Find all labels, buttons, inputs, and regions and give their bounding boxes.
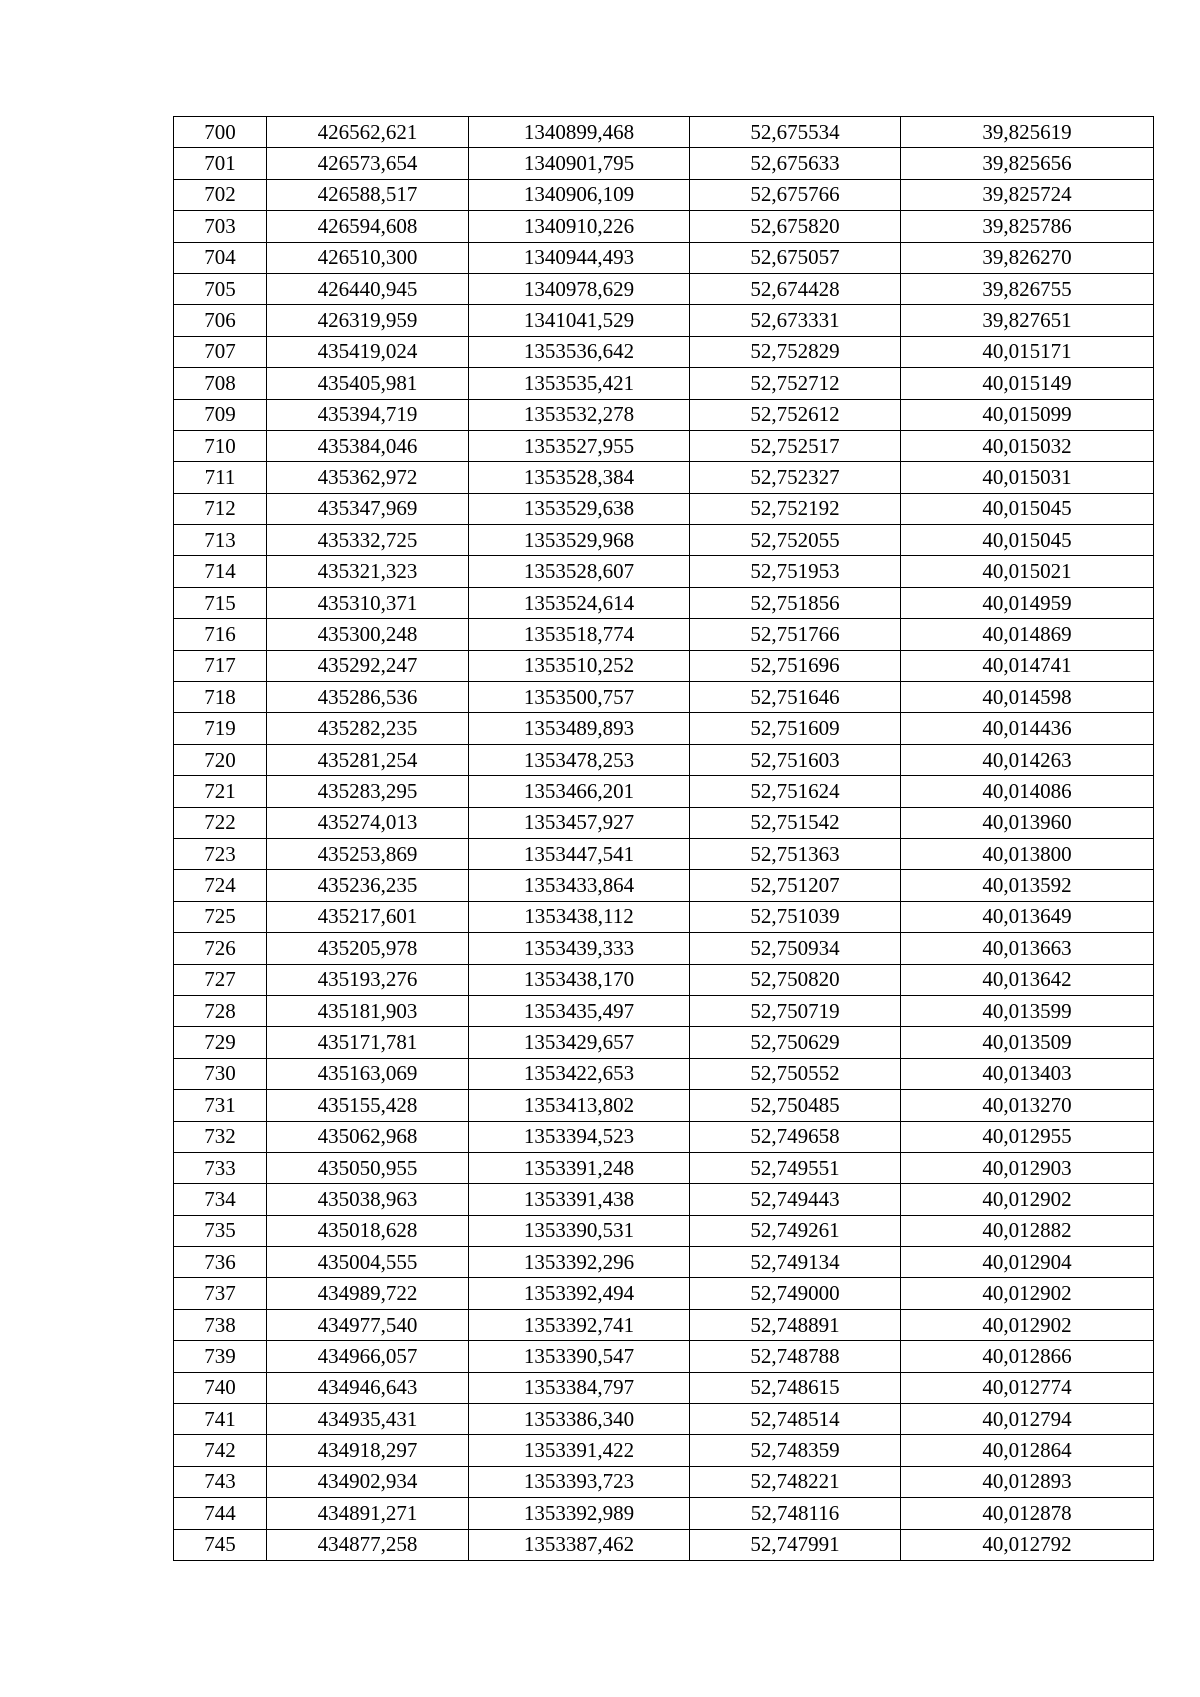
y-coordinate-cell: 1353435,497 [469,995,690,1026]
longitude-cell: 40,012882 [901,1215,1154,1246]
x-coordinate-cell: 435171,781 [267,1027,469,1058]
longitude-cell: 40,013599 [901,995,1154,1026]
table-row [174,462,1154,493]
x-coordinate-cell: 435405,981 [267,368,469,399]
y-coordinate-cell: 1353457,927 [469,807,690,838]
table-row [174,933,1154,964]
y-coordinate-cell: 1353387,462 [469,1529,690,1560]
point-number-cell: 711 [174,462,267,493]
point-number-cell: 706 [174,305,267,336]
longitude-cell: 40,014959 [901,587,1154,618]
point-number-cell: 739 [174,1341,267,1372]
point-number-cell: 731 [174,1090,267,1121]
x-coordinate-cell: 434977,540 [267,1309,469,1340]
y-coordinate-cell: 1353447,541 [469,838,690,869]
table-row [174,211,1154,242]
table-row [174,525,1154,556]
point-number-cell: 737 [174,1278,267,1309]
latitude-cell: 52,748891 [690,1309,901,1340]
table-row [174,273,1154,304]
table-row [174,1404,1154,1435]
point-number-cell: 721 [174,776,267,807]
table-row [174,1058,1154,1089]
x-coordinate-cell: 426573,654 [267,148,469,179]
table-row [174,1466,1154,1497]
latitude-cell: 52,750552 [690,1058,901,1089]
table-row [174,713,1154,744]
point-number-cell: 716 [174,619,267,650]
y-coordinate-cell: 1340944,493 [469,242,690,273]
x-coordinate-cell: 435332,725 [267,525,469,556]
x-coordinate-cell: 435193,276 [267,964,469,995]
latitude-cell: 52,748221 [690,1466,901,1497]
latitude-cell: 52,752712 [690,368,901,399]
x-coordinate-cell: 435292,247 [267,650,469,681]
point-number-cell: 738 [174,1309,267,1340]
point-number-cell: 722 [174,807,267,838]
x-coordinate-cell: 426594,608 [267,211,469,242]
y-coordinate-cell: 1353391,438 [469,1184,690,1215]
point-number-cell: 736 [174,1247,267,1278]
x-coordinate-cell: 426588,517 [267,179,469,210]
point-number-cell: 713 [174,525,267,556]
longitude-cell: 40,012955 [901,1121,1154,1152]
x-coordinate-cell: 426562,621 [267,117,469,148]
longitude-cell: 40,014263 [901,744,1154,775]
point-number-cell: 708 [174,368,267,399]
x-coordinate-cell: 434918,297 [267,1435,469,1466]
point-number-cell: 745 [174,1529,267,1560]
y-coordinate-cell: 1341041,529 [469,305,690,336]
table-row [174,1435,1154,1466]
longitude-cell: 40,015021 [901,556,1154,587]
longitude-cell: 40,013270 [901,1090,1154,1121]
longitude-cell: 40,012878 [901,1498,1154,1529]
point-number-cell: 743 [174,1466,267,1497]
y-coordinate-cell: 1353528,384 [469,462,690,493]
longitude-cell: 40,012893 [901,1466,1154,1497]
longitude-cell: 40,015045 [901,493,1154,524]
table-row [174,650,1154,681]
y-coordinate-cell: 1353510,252 [469,650,690,681]
point-number-cell: 717 [174,650,267,681]
longitude-cell: 39,826755 [901,273,1154,304]
point-number-cell: 718 [174,682,267,713]
latitude-cell: 52,752192 [690,493,901,524]
table-row [174,305,1154,336]
x-coordinate-cell: 435050,955 [267,1152,469,1183]
longitude-cell: 40,015171 [901,336,1154,367]
x-coordinate-cell: 434935,431 [267,1404,469,1435]
point-number-cell: 734 [174,1184,267,1215]
x-coordinate-cell: 434877,258 [267,1529,469,1560]
latitude-cell: 52,751609 [690,713,901,744]
longitude-cell: 40,012904 [901,1247,1154,1278]
x-coordinate-cell: 435300,248 [267,619,469,650]
x-coordinate-cell: 435384,046 [267,430,469,461]
table-row [174,1215,1154,1246]
y-coordinate-cell: 1353500,757 [469,682,690,713]
point-number-cell: 723 [174,838,267,869]
latitude-cell: 52,675633 [690,148,901,179]
latitude-cell: 52,749658 [690,1121,901,1152]
longitude-cell: 40,013800 [901,838,1154,869]
latitude-cell: 52,751646 [690,682,901,713]
x-coordinate-cell: 435155,428 [267,1090,469,1121]
y-coordinate-cell: 1353429,657 [469,1027,690,1058]
x-coordinate-cell: 435283,295 [267,776,469,807]
point-number-cell: 733 [174,1152,267,1183]
point-number-cell: 728 [174,995,267,1026]
y-coordinate-cell: 1353466,201 [469,776,690,807]
longitude-cell: 40,013642 [901,964,1154,995]
longitude-cell: 40,014741 [901,650,1154,681]
y-coordinate-cell: 1353438,112 [469,901,690,932]
table-row [174,744,1154,775]
coordinates-table [173,116,1154,1561]
y-coordinate-cell: 1353529,968 [469,525,690,556]
latitude-cell: 52,751856 [690,587,901,618]
point-number-cell: 712 [174,493,267,524]
x-coordinate-cell: 435286,536 [267,682,469,713]
table-row [174,1184,1154,1215]
longitude-cell: 40,014598 [901,682,1154,713]
latitude-cell: 52,750934 [690,933,901,964]
y-coordinate-cell: 1353392,741 [469,1309,690,1340]
longitude-cell: 40,012903 [901,1152,1154,1183]
table-row [174,1121,1154,1152]
x-coordinate-cell: 435181,903 [267,995,469,1026]
y-coordinate-cell: 1353518,774 [469,619,690,650]
table-row [174,430,1154,461]
point-number-cell: 732 [174,1121,267,1152]
latitude-cell: 52,752829 [690,336,901,367]
longitude-cell: 40,012902 [901,1309,1154,1340]
y-coordinate-cell: 1340899,468 [469,117,690,148]
y-coordinate-cell: 1340978,629 [469,273,690,304]
latitude-cell: 52,749134 [690,1247,901,1278]
x-coordinate-cell: 426510,300 [267,242,469,273]
y-coordinate-cell: 1353392,989 [469,1498,690,1529]
longitude-cell: 40,013403 [901,1058,1154,1089]
longitude-cell: 40,014869 [901,619,1154,650]
point-number-cell: 715 [174,587,267,618]
longitude-cell: 40,015032 [901,430,1154,461]
x-coordinate-cell: 435310,371 [267,587,469,618]
latitude-cell: 52,748788 [690,1341,901,1372]
y-coordinate-cell: 1353392,296 [469,1247,690,1278]
y-coordinate-cell: 1353478,253 [469,744,690,775]
y-coordinate-cell: 1353394,523 [469,1121,690,1152]
latitude-cell: 52,749000 [690,1278,901,1309]
longitude-cell: 39,825619 [901,117,1154,148]
longitude-cell: 40,013509 [901,1027,1154,1058]
x-coordinate-cell: 434946,643 [267,1372,469,1403]
longitude-cell: 39,825724 [901,179,1154,210]
longitude-cell: 40,012774 [901,1372,1154,1403]
table-row [174,619,1154,650]
longitude-cell: 40,012864 [901,1435,1154,1466]
x-coordinate-cell: 435281,254 [267,744,469,775]
latitude-cell: 52,751363 [690,838,901,869]
point-number-cell: 726 [174,933,267,964]
x-coordinate-cell: 435253,869 [267,838,469,869]
latitude-cell: 52,749443 [690,1184,901,1215]
longitude-cell: 40,013960 [901,807,1154,838]
latitude-cell: 52,748615 [690,1372,901,1403]
table-row [174,1498,1154,1529]
latitude-cell: 52,752517 [690,430,901,461]
table-row [174,1247,1154,1278]
table-row [174,995,1154,1026]
coordinates-table-body [174,117,1154,1561]
latitude-cell: 52,751696 [690,650,901,681]
latitude-cell: 52,751207 [690,870,901,901]
point-number-cell: 741 [174,1404,267,1435]
y-coordinate-cell: 1353391,422 [469,1435,690,1466]
x-coordinate-cell: 435419,024 [267,336,469,367]
table-row [174,1278,1154,1309]
y-coordinate-cell: 1353422,653 [469,1058,690,1089]
latitude-cell: 52,749551 [690,1152,901,1183]
latitude-cell: 52,748514 [690,1404,901,1435]
point-number-cell: 707 [174,336,267,367]
y-coordinate-cell: 1353391,248 [469,1152,690,1183]
y-coordinate-cell: 1353536,642 [469,336,690,367]
y-coordinate-cell: 1353438,170 [469,964,690,995]
y-coordinate-cell: 1353390,547 [469,1341,690,1372]
latitude-cell: 52,675057 [690,242,901,273]
y-coordinate-cell: 1340901,795 [469,148,690,179]
point-number-cell: 714 [174,556,267,587]
y-coordinate-cell: 1353433,864 [469,870,690,901]
table-row [174,1529,1154,1560]
y-coordinate-cell: 1353529,638 [469,493,690,524]
longitude-cell: 40,015099 [901,399,1154,430]
table-row [174,399,1154,430]
longitude-cell: 40,012792 [901,1529,1154,1560]
longitude-cell: 40,015031 [901,462,1154,493]
y-coordinate-cell: 1353390,531 [469,1215,690,1246]
y-coordinate-cell: 1353532,278 [469,399,690,430]
table-row [174,336,1154,367]
table-row [174,964,1154,995]
longitude-cell: 40,012902 [901,1184,1154,1215]
y-coordinate-cell: 1340906,109 [469,179,690,210]
latitude-cell: 52,748359 [690,1435,901,1466]
x-coordinate-cell: 426319,959 [267,305,469,336]
y-coordinate-cell: 1353393,723 [469,1466,690,1497]
y-coordinate-cell: 1353527,955 [469,430,690,461]
longitude-cell: 40,012794 [901,1404,1154,1435]
x-coordinate-cell: 435004,555 [267,1247,469,1278]
x-coordinate-cell: 435362,972 [267,462,469,493]
latitude-cell: 52,752055 [690,525,901,556]
latitude-cell: 52,747991 [690,1529,901,1560]
point-number-cell: 724 [174,870,267,901]
y-coordinate-cell: 1353535,421 [469,368,690,399]
latitude-cell: 52,751953 [690,556,901,587]
longitude-cell: 40,015149 [901,368,1154,399]
table-row [174,179,1154,210]
y-coordinate-cell: 1353524,614 [469,587,690,618]
latitude-cell: 52,749261 [690,1215,901,1246]
y-coordinate-cell: 1353386,340 [469,1404,690,1435]
longitude-cell: 40,012866 [901,1341,1154,1372]
x-coordinate-cell: 435018,628 [267,1215,469,1246]
point-number-cell: 740 [174,1372,267,1403]
longitude-cell: 40,013649 [901,901,1154,932]
table-row [174,870,1154,901]
y-coordinate-cell: 1353384,797 [469,1372,690,1403]
x-coordinate-cell: 435236,235 [267,870,469,901]
table-row [174,148,1154,179]
point-number-cell: 735 [174,1215,267,1246]
longitude-cell: 39,825656 [901,148,1154,179]
point-number-cell: 742 [174,1435,267,1466]
longitude-cell: 40,014436 [901,713,1154,744]
x-coordinate-cell: 426440,945 [267,273,469,304]
table-row [174,368,1154,399]
latitude-cell: 52,751542 [690,807,901,838]
x-coordinate-cell: 435163,069 [267,1058,469,1089]
longitude-cell: 40,013592 [901,870,1154,901]
point-number-cell: 710 [174,430,267,461]
table-row [174,1090,1154,1121]
table-row [174,1372,1154,1403]
latitude-cell: 52,674428 [690,273,901,304]
point-number-cell: 719 [174,713,267,744]
x-coordinate-cell: 435274,013 [267,807,469,838]
table-row [174,117,1154,148]
longitude-cell: 40,013663 [901,933,1154,964]
longitude-cell: 40,012902 [901,1278,1154,1309]
x-coordinate-cell: 435347,969 [267,493,469,524]
x-coordinate-cell: 435394,719 [267,399,469,430]
point-number-cell: 720 [174,744,267,775]
x-coordinate-cell: 435321,323 [267,556,469,587]
latitude-cell: 52,750485 [690,1090,901,1121]
x-coordinate-cell: 435205,978 [267,933,469,964]
point-number-cell: 725 [174,901,267,932]
table-row [174,587,1154,618]
latitude-cell: 52,751039 [690,901,901,932]
table-row [174,807,1154,838]
y-coordinate-cell: 1353489,893 [469,713,690,744]
point-number-cell: 705 [174,273,267,304]
latitude-cell: 52,675766 [690,179,901,210]
y-coordinate-cell: 1353439,333 [469,933,690,964]
latitude-cell: 52,750820 [690,964,901,995]
point-number-cell: 730 [174,1058,267,1089]
x-coordinate-cell: 434966,057 [267,1341,469,1372]
table-row [174,556,1154,587]
table-row [174,776,1154,807]
longitude-cell: 40,015045 [901,525,1154,556]
y-coordinate-cell: 1340910,226 [469,211,690,242]
point-number-cell: 729 [174,1027,267,1058]
latitude-cell: 52,751766 [690,619,901,650]
table-row [174,1309,1154,1340]
longitude-cell: 40,014086 [901,776,1154,807]
point-number-cell: 700 [174,117,267,148]
longitude-cell: 39,827651 [901,305,1154,336]
y-coordinate-cell: 1353413,802 [469,1090,690,1121]
latitude-cell: 52,675534 [690,117,901,148]
latitude-cell: 52,752612 [690,399,901,430]
latitude-cell: 52,751624 [690,776,901,807]
longitude-cell: 39,826270 [901,242,1154,273]
latitude-cell: 52,750629 [690,1027,901,1058]
x-coordinate-cell: 435062,968 [267,1121,469,1152]
point-number-cell: 744 [174,1498,267,1529]
table-row [174,901,1154,932]
table-row [174,493,1154,524]
y-coordinate-cell: 1353392,494 [469,1278,690,1309]
x-coordinate-cell: 435038,963 [267,1184,469,1215]
table-row [174,242,1154,273]
point-number-cell: 701 [174,148,267,179]
x-coordinate-cell: 434989,722 [267,1278,469,1309]
point-number-cell: 727 [174,964,267,995]
latitude-cell: 52,750719 [690,995,901,1026]
latitude-cell: 52,752327 [690,462,901,493]
x-coordinate-cell: 434891,271 [267,1498,469,1529]
latitude-cell: 52,748116 [690,1498,901,1529]
latitude-cell: 52,751603 [690,744,901,775]
table-row [174,682,1154,713]
x-coordinate-cell: 435217,601 [267,901,469,932]
latitude-cell: 52,675820 [690,211,901,242]
table-row [174,1341,1154,1372]
y-coordinate-cell: 1353528,607 [469,556,690,587]
point-number-cell: 709 [174,399,267,430]
x-coordinate-cell: 435282,235 [267,713,469,744]
table-row [174,1152,1154,1183]
point-number-cell: 704 [174,242,267,273]
point-number-cell: 702 [174,179,267,210]
point-number-cell: 703 [174,211,267,242]
table-row [174,838,1154,869]
x-coordinate-cell: 434902,934 [267,1466,469,1497]
longitude-cell: 39,825786 [901,211,1154,242]
table-row [174,1027,1154,1058]
latitude-cell: 52,673331 [690,305,901,336]
